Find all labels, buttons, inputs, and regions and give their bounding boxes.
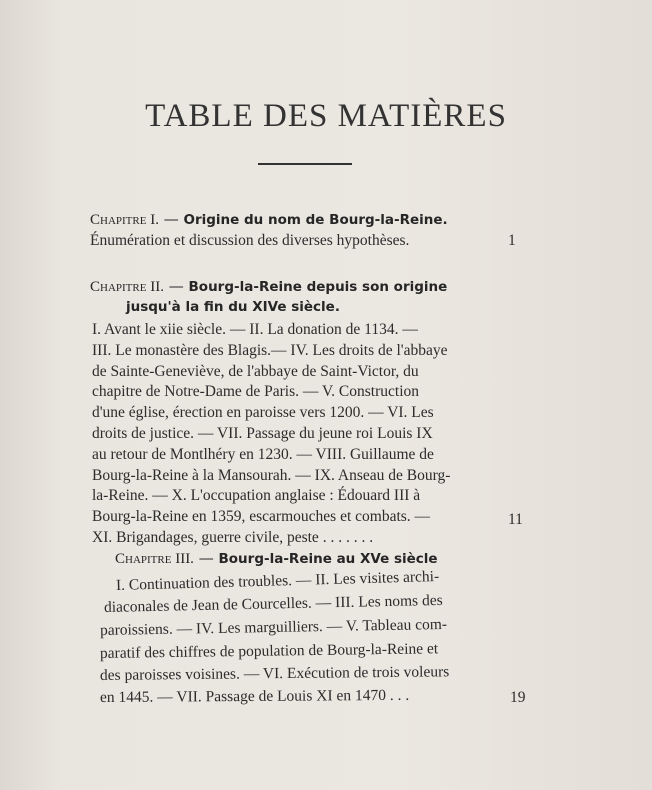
chapter-1-heading — [90, 210, 448, 229]
chapter-1-label: Chapitre I. — [90, 212, 159, 228]
chapter-3-line: paroissiens. — IV. Les marguilliers. — V. Tableau com- — [99, 615, 448, 639]
chapter-2-line: de Sainte-Geneviève, de l'abbaye de Saint-Victor, du — [92, 362, 419, 380]
chapter-3-line: des paroisses voisines. — VI. Exécution de trois voleurs — [99, 663, 450, 684]
chapter-3-line: en 1445. — VII. Passage de Louis XI en 1470 . . . — [99, 686, 410, 706]
chapter-2-line: XI. Brigandages, guerre civile, peste . . . . . . . — [92, 528, 374, 546]
chapter-2-line: d'une église, érection en paroisse vers 1200. — VI. Les — [92, 404, 434, 422]
chapter-3-line: diaconales de Jean de Courcelles. — III. Les noms des — [103, 591, 443, 616]
chapter-2-line: III. Le monastère des Blagis.— IV. Les droits de l'abbaye — [92, 341, 448, 359]
chapter-3-line: paratif des chiffres de population de Bourg-la-Reine et — [99, 640, 439, 662]
chapter-3-line: I. Continuation des troubles. — II. Les visites archi- — [115, 567, 440, 594]
chapter-2-heading — [90, 277, 447, 296]
title-rule — [258, 163, 352, 165]
chapter-2-line: droits de justice. — VII. Passage du jeune roi Louis IX — [92, 424, 433, 442]
chapter-3-title: Bourg-la-Reine au XVe siècle — [218, 551, 438, 567]
chapter-2-title-line1: Bourg-la-Reine depuis son origine — [188, 279, 448, 295]
chapter-1-page: 1 — [508, 232, 516, 249]
chapter-2-line: I. Avant le xiie siècle. — II. La donation de 1134. — — [92, 321, 418, 338]
chapter-3-page: 19 — [510, 689, 526, 706]
chapter-1-summary: Énumération et discussion des diverses hypothèses. — [90, 232, 410, 249]
chapter-1-title: Origine du nom de Bourg-la-Reine. — [183, 212, 448, 228]
page-title: TABLE DES MATIÈRES — [145, 98, 507, 134]
chapter-2-summary — [92, 320, 632, 549]
chapter-3-sep: — — [193, 549, 219, 567]
chapter-2-title-line2: jusqu'à la fin du XIVe siècle. — [126, 299, 340, 315]
chapter-2-page: 11 — [508, 511, 523, 528]
chapter-2-line: la-Reine. — X. L'occupation anglaise : Édouard III à — [92, 487, 421, 505]
chapter-2-line: au retour de Montlhéry en 1230. — VIII. Guillaume de — [92, 445, 434, 463]
chapter-2-line: chapitre de Notre-Dame de Paris. — V. Construction — [92, 383, 420, 401]
chapter-3-label: Chapitre III. — [115, 551, 194, 567]
chapter-2-sep: — — [163, 277, 189, 295]
chapter-1-sep: — — [158, 210, 184, 228]
chapter-2-line: Bourg-la-Reine en 1359, escarmouches et combats. — — [92, 508, 431, 526]
chapter-3-heading — [115, 549, 438, 568]
chapter-2-label: Chapitre II. — [90, 279, 164, 295]
chapter-2-heading-cont — [126, 297, 340, 315]
chapter-2-line: Bourg-la-Reine à la Mansourah. — IX. Anseau de Bourg- — [92, 466, 451, 484]
